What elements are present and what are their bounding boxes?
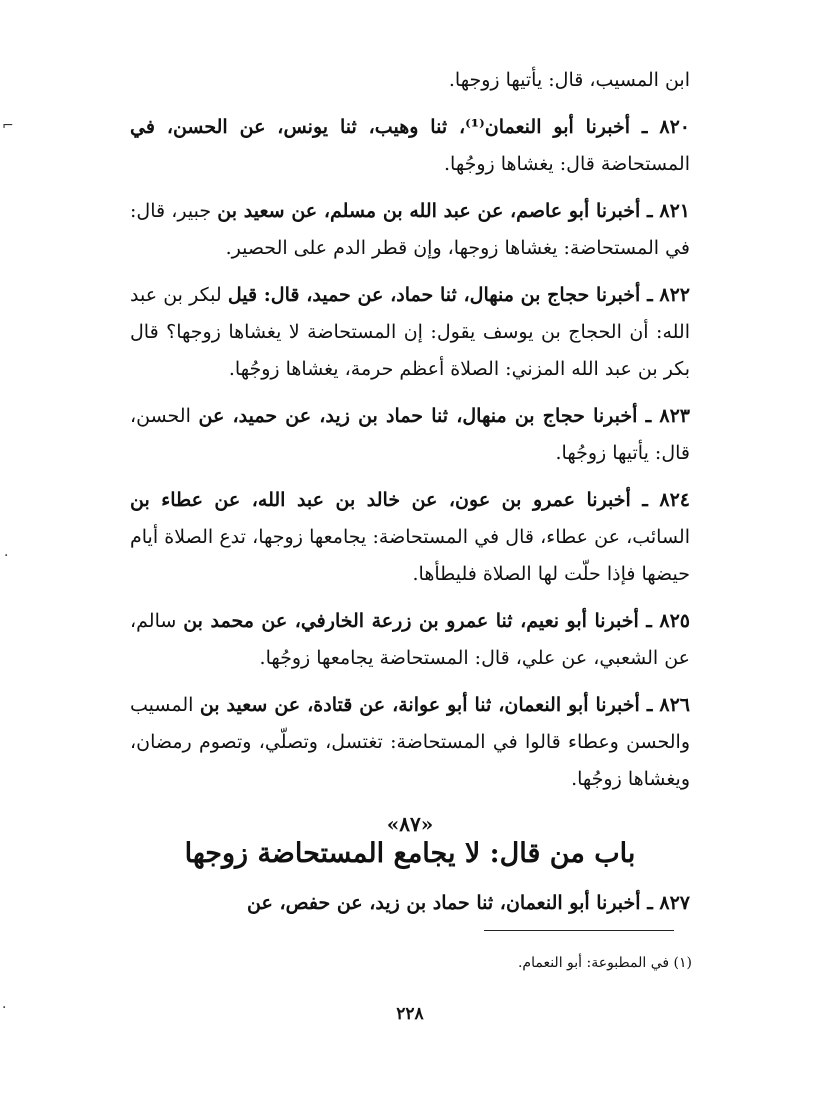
hadith-text: السائب، عن عطاء، قال في المستحاضة: يجامعها زوجها، تدع الصلاة أيام حيضها فإذا حلّت لها الصلاة فليطأها. <box>130 526 690 585</box>
hadith-text: لبكر بن عبد الله: أن الحجاج بن يوسف يقول: إن المستحاضة لا يغشاها زوجها؟ قال بكر بن عبد الله المزني: الصلاة أعظم حرمة، يغشاها زوجُها. <box>130 284 690 380</box>
hadith-chain: أخبرنا عمرو بن عون، عن خالد بن عبد الله، عن عطاء بن <box>130 489 631 511</box>
hadith-text: جبير، قال: في المستحاضة: يغشاها زوجها، وإن قطر الدم على الحصير. <box>130 200 690 259</box>
hadith-number: ٨٢٢ ـ <box>640 284 691 306</box>
hadith-number: ٨٢١ ـ <box>640 200 691 222</box>
section-title: باب من قال: لا يجامع المستحاضة زوجها <box>184 838 636 869</box>
hadith-number: ٨٢٥ ـ <box>638 610 690 632</box>
section-number: «٨٧» <box>386 812 434 836</box>
hadith-820 <box>130 109 690 183</box>
margin-mark: ⌐ <box>2 118 14 134</box>
page-body <box>130 62 690 932</box>
hadith-number: ٨٢٤ ـ <box>630 489 690 511</box>
hadith-826 <box>130 687 690 798</box>
hadith-827 <box>130 885 690 922</box>
hadith-number: ٨٢٧ ـ <box>640 892 690 914</box>
hadith-number: ٨٢٣ ـ <box>637 405 690 427</box>
hadith-chain: أخبرنا أبو النعمان، ثنا أبو عوانة، عن قتادة، عن سعيد بن <box>199 694 640 716</box>
hadith-chain: أخبرنا حجاج بن منهال، ثنا حماد بن زيد، عن حميد، عن <box>198 405 638 427</box>
footnote: (١) في المطبوعة: أبو النعمام. <box>517 955 692 971</box>
hadith-chain: أخبرنا أبو نعيم، ثنا عمرو بن زرعة الخارفي، عن محمد بن <box>183 610 639 632</box>
hadith-text: المسيب والحسن وعطاء قالوا في المستحاضة: تغتسل، وتصلّي، وتصوم رمضان، ويغشاها زوجُها. <box>130 694 690 790</box>
hadith-823 <box>130 398 690 472</box>
hadith-number: ٨٢٦ ـ <box>639 694 691 716</box>
hadith-chain: أخبرنا أبو عاصم، عن عبد الله بن مسلم، عن سعيد بن <box>217 200 641 222</box>
hadith-chain: أخبرنا حجاج بن منهال، ثنا حماد، عن حميد، قال: قيل <box>227 284 641 306</box>
paragraph-text: ابن المسيب، قال: يأتيها زوجها. <box>448 69 690 91</box>
hadith-chain: أخبرنا أبو النعمان⁽¹⁾، ثنا وهيب، ثنا يونس، عن الحسن، في <box>130 116 630 138</box>
hadith-chain: أخبرنا أبو النعمان، ثنا حماد بن زيد، عن حفص، عن <box>247 892 641 914</box>
hadith-824 <box>130 482 690 593</box>
hadith-number: ٨٢٠ ـ <box>630 116 690 138</box>
margin-mark: · <box>4 548 9 564</box>
page-number: ٢٢٨ <box>396 1004 424 1024</box>
hadith-825 <box>130 603 690 677</box>
footnote-divider <box>484 930 674 931</box>
hadith-text: سالم، عن الشعبي، عن علي، قال: المستحاضة يجامعها زوجُها. <box>130 610 690 669</box>
hadith-text: المستحاضة قال: يغشاها زوجُها. <box>444 153 690 175</box>
paragraph-continuation <box>130 62 690 99</box>
margin-mark: · <box>2 1000 7 1016</box>
hadith-text: الحسن، قال: يأتيها زوجُها. <box>130 405 690 464</box>
hadith-821 <box>130 193 690 267</box>
hadith-822 <box>130 277 690 388</box>
